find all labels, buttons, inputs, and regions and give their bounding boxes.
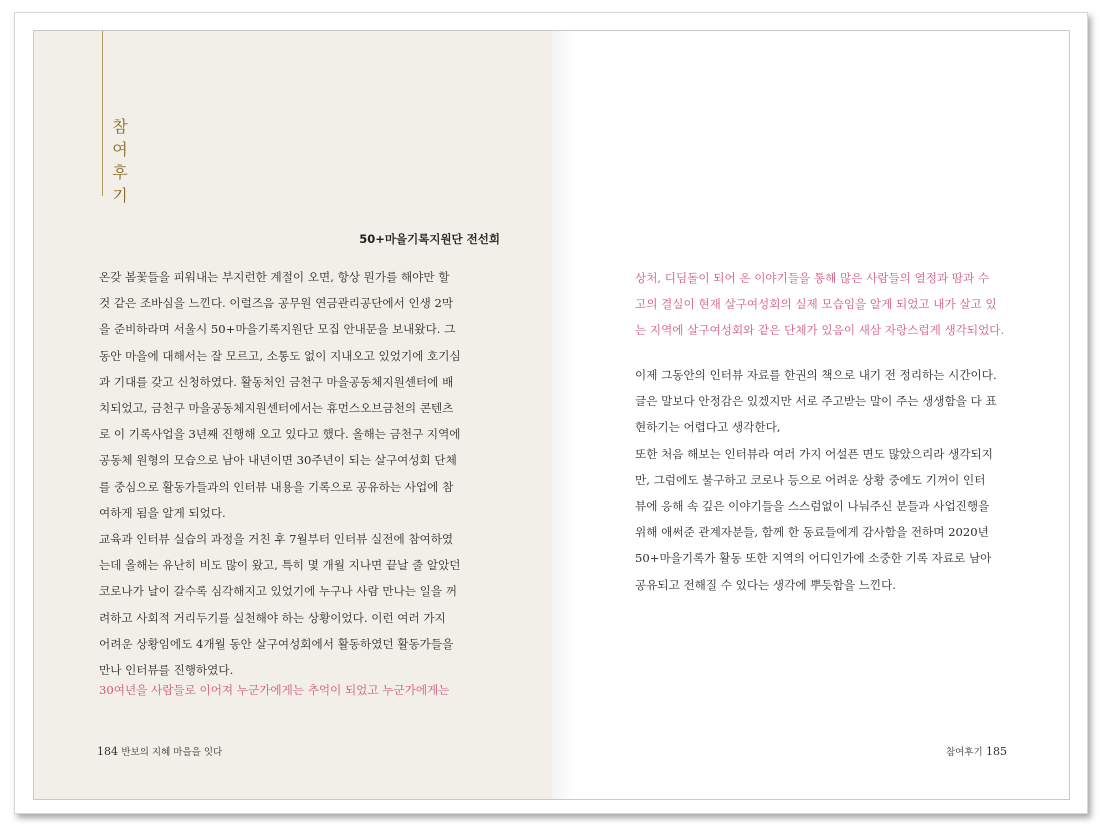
left-highlight-text bbox=[99, 677, 464, 703]
title-rule bbox=[102, 31, 103, 196]
page-number: 185 bbox=[986, 745, 1007, 758]
left-page bbox=[34, 31, 552, 799]
highlight-line: 고의 결실이 현재 살구여성회의 실제 모습임을 알게 되었고 내가 살고 있 bbox=[635, 297, 997, 312]
running-title: 참여후기 bbox=[945, 747, 983, 758]
text-line: 과 기대를 갖고 신청하였다. 활동처인 금천구 마을공동체지원센터에 배 bbox=[99, 374, 454, 389]
gutter-shadow bbox=[552, 31, 574, 799]
text-line: 50+마을기록가 활동 또한 지역의 어디인가에 소중한 기록 자료로 남아 bbox=[635, 551, 992, 566]
text-line: 것 같은 조바심을 느낀다. 이럴즈음 공무원 연금관리공단에서 인생 2막 bbox=[99, 296, 454, 311]
vertical-title bbox=[108, 115, 132, 207]
text-line: 공유되고 전해질 수 있다는 생각에 뿌듯함을 느낀다. bbox=[635, 577, 896, 592]
text-line: 여하게 됨을 알게 되었다. bbox=[99, 505, 226, 520]
highlight-line: 상처, 디딤돌이 되어 온 이야기들을 통해 많은 사람들의 열정과 땀과 수 bbox=[635, 271, 990, 285]
text-line: 교육과 인터뷰 실습의 과정을 거친 후 7월부터 인터뷰 실전에 참여하였 bbox=[99, 532, 454, 547]
highlight-line: 는 지역에 살구여성회와 같은 단체가 있음이 새삼 자랑스럽게 생각되었다. bbox=[635, 323, 1005, 338]
text-line: 을 준비하라며 서울시 50+마을기록지원단 모집 안내문을 보내왔다. 그 bbox=[99, 322, 456, 337]
title-char: 여 bbox=[112, 140, 128, 159]
title-char: 참 bbox=[112, 117, 128, 136]
text-line: 공동체 원형의 모습으로 남아 내년이면 30주년이 되는 살구여성회 단체 bbox=[99, 453, 457, 468]
text-line: 코로나가 날이 갈수록 심각해지고 있었기에 누구나 사람 만나는 일을 꺼 bbox=[99, 584, 457, 599]
text-line: 뷰에 응해 속 깊은 이야기들을 스스럼없이 나눠주신 분들과 사업진행을 bbox=[635, 499, 990, 514]
left-folio bbox=[97, 744, 222, 758]
text-line: 려하고 사회적 거리두기를 실천해야 하는 상황이었다. 이런 여러 가지 bbox=[99, 610, 446, 625]
text-line: 는데 올해는 유난히 비도 많이 왔고, 특히 몇 개월 지나면 끝날 줄 알았던 bbox=[99, 558, 461, 573]
right-body-text bbox=[635, 362, 1002, 598]
text-line: 만, 그럼에도 불구하고 코로나 등으로 어려운 상황 중에도 기꺼이 인터 bbox=[635, 472, 986, 487]
book-spread bbox=[33, 30, 1070, 800]
text-line: 로 이 기록사업을 3년째 진행해 오고 있다고 했다. 올해는 금천구 지역에 bbox=[99, 427, 461, 442]
title-char: 후 bbox=[112, 163, 128, 182]
text-line: 를 중심으로 활동가들과의 인터뷰 내용을 기록으로 공유하는 사업에 참 bbox=[99, 479, 454, 494]
author-line: 50+마을기록지원단 전선희 bbox=[359, 232, 500, 246]
text-line: 또한 처음 해보는 인터뷰라 여러 가지 어설픈 면도 많았으리라 생각되지 bbox=[635, 446, 993, 461]
text-line: 동안 마을에 대해서는 잘 모르고, 소통도 없이 지내오고 있었기에 호기심 bbox=[99, 348, 461, 363]
page-number: 184 bbox=[97, 745, 118, 758]
text-line: 어려운 상황임에도 4개월 동안 살구여성회에서 활동하였던 활동가들을 bbox=[99, 636, 454, 651]
text-line: 온갖 봄꽃들을 피워내는 부지런한 계절이 오면, 항상 뭔가를 해야만 할 bbox=[99, 270, 450, 284]
right-highlight-text bbox=[635, 265, 1005, 344]
text-line: 치되었고, 금천구 마을공동체지원센터에서는 휴먼스오브금천의 콘텐츠 bbox=[99, 401, 454, 416]
text-line: 현하기는 어렵다고 생각한다, bbox=[635, 420, 781, 435]
title-char: 기 bbox=[112, 186, 128, 205]
text-line: 이제 그동안의 인터뷰 자료를 한권의 책으로 내기 전 정리하는 시간이다. bbox=[635, 368, 997, 382]
left-body-text bbox=[99, 264, 464, 683]
right-page bbox=[552, 31, 1069, 799]
text-line: 만나 인터뷰를 진행하였다. bbox=[99, 663, 234, 678]
text-line: 위해 애써준 관계자분들, 함께 한 동료들에게 감사함을 전하며 2020년 bbox=[635, 525, 989, 540]
right-folio bbox=[946, 744, 1007, 758]
running-title: 반보의 지혜 마을을 잇다 bbox=[121, 747, 223, 758]
highlight-line: 30여년을 사람들로 이어져 누군가에게는 추억이 되었고 누군가에게는 bbox=[99, 683, 450, 697]
text-line: 글은 말보다 안정감은 있겠지만 서로 주고받는 말이 주는 생생함을 다 표 bbox=[635, 394, 997, 409]
